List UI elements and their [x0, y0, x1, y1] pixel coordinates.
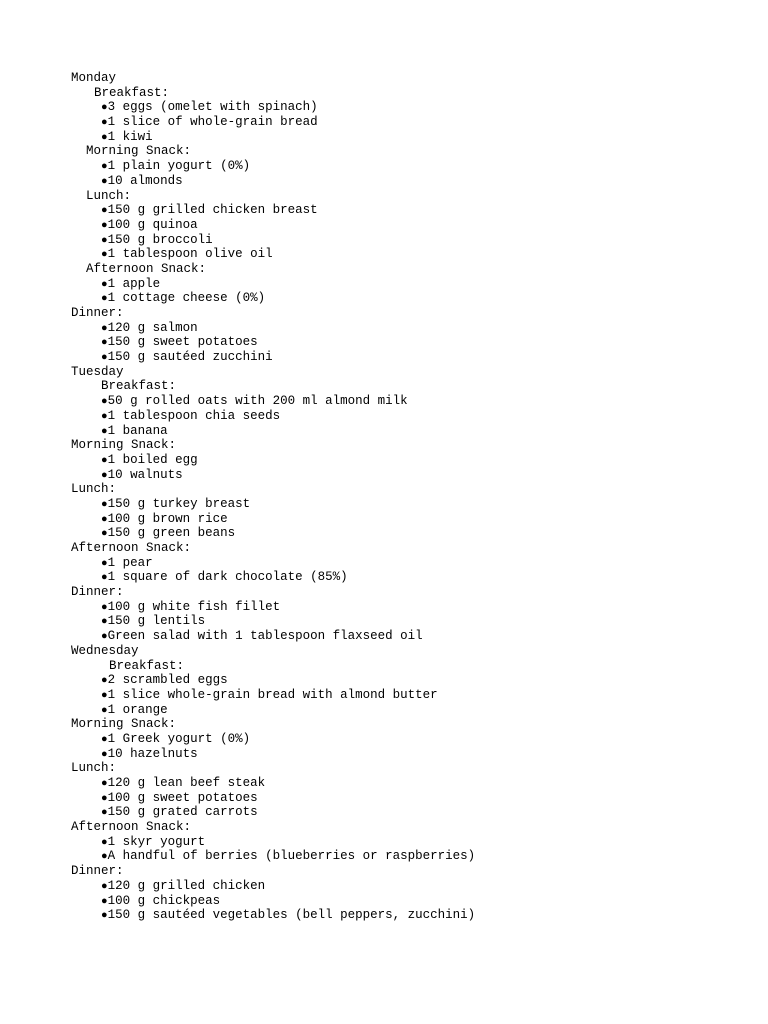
bullet-icon: ● — [101, 572, 108, 585]
food-item-text: 1 banana — [107, 423, 168, 438]
bullet-icon: ● — [101, 557, 108, 570]
food-item-text: 150 g lentils — [107, 614, 206, 629]
bullet-icon: ● — [101, 498, 108, 511]
bullet-icon: ● — [101, 631, 108, 644]
meal-heading: Morning Snack: — [86, 144, 192, 159]
meal-heading: Afternoon Snack: — [71, 820, 192, 835]
bullet-icon: ● — [101, 117, 108, 130]
bullet-icon: ● — [101, 131, 108, 144]
bullet-icon: ● — [101, 895, 108, 908]
food-list-item — [71, 512, 751, 527]
bullet-icon: ● — [101, 175, 108, 188]
bullet-icon: ● — [101, 337, 108, 350]
food-item-text: 150 g sweet potatoes — [107, 335, 258, 350]
food-item-text: 100 g white fish fillet — [107, 599, 281, 614]
food-list-item — [71, 130, 751, 145]
food-item-text: 120 g grilled chicken — [107, 878, 266, 893]
bullet-icon: ● — [101, 704, 108, 717]
food-item-text: 1 boiled egg — [107, 452, 198, 467]
bullet-icon: ● — [101, 293, 108, 306]
food-item-text: 150 g green beans — [107, 526, 236, 541]
food-list-item — [71, 424, 751, 439]
food-item-text: 1 pear — [107, 555, 153, 570]
food-item-text: 1 cottage cheese (0%) — [107, 291, 266, 306]
food-list-item — [71, 247, 751, 262]
bullet-icon: ● — [101, 778, 108, 790]
food-item-text: Green salad with 1 tablespoon flaxseed oil — [107, 629, 423, 644]
food-list-item — [71, 291, 751, 306]
food-list-item — [71, 556, 751, 571]
food-list-item — [71, 703, 751, 718]
bullet-icon: ● — [101, 733, 108, 746]
food-item-text: A handful of berries (blueberries or raspberries) — [107, 849, 476, 864]
food-list-item — [71, 174, 751, 189]
bullet-icon: ● — [101, 792, 108, 805]
bullet-icon: ● — [101, 836, 108, 849]
food-list-item — [71, 849, 751, 864]
food-list-item — [71, 629, 751, 644]
bullet-icon: ● — [101, 689, 108, 702]
food-item-text: 10 walnuts — [107, 467, 183, 482]
food-list-item — [71, 468, 751, 483]
food-list-item — [71, 688, 751, 703]
food-list-item — [71, 908, 751, 923]
food-item-text: 3 eggs (omelet with spinach) — [107, 100, 318, 115]
meal-heading: Morning Snack: — [71, 717, 177, 732]
food-list-item — [71, 673, 751, 688]
meal-heading: Breakfast: — [109, 658, 185, 673]
food-list-item — [71, 115, 751, 130]
food-list-item — [71, 776, 751, 791]
food-item-text: 150 g sautéed vegetables (bell peppers, zucchini) — [107, 908, 476, 923]
food-item-text: 1 slice of whole-grain bread — [107, 115, 318, 130]
bullet-icon: ● — [101, 102, 108, 115]
day-heading: Wednesday — [71, 643, 139, 658]
food-item-text: 1 plain yogurt (0%) — [107, 159, 251, 174]
food-list-item — [71, 526, 751, 541]
food-list-item — [71, 805, 751, 820]
bullet-icon: ● — [101, 249, 108, 262]
food-item-text: 10 hazelnuts — [107, 746, 198, 761]
food-list-item — [71, 394, 751, 409]
food-list-item — [71, 409, 751, 424]
food-list-item — [71, 747, 751, 762]
food-item-text: 2 scrambled eggs — [107, 673, 228, 688]
food-list-item — [71, 732, 751, 747]
food-item-text: 1 tablespoon olive oil — [107, 247, 273, 262]
meal-heading: Breakfast: — [101, 379, 177, 394]
bullet-icon: ● — [101, 616, 108, 629]
bullet-icon: ● — [101, 234, 108, 247]
food-item-text: 100 g sweet potatoes — [107, 790, 258, 805]
bullet-icon: ● — [101, 851, 108, 864]
bullet-icon: ● — [101, 425, 108, 438]
bullet-icon: ● — [101, 161, 108, 174]
food-item-text: 10 almonds — [107, 173, 183, 188]
bullet-icon: ● — [101, 807, 108, 820]
food-item-text: 1 Greek yogurt (0%) — [107, 731, 251, 746]
food-list-item — [71, 570, 751, 585]
food-list-item — [71, 100, 751, 115]
bullet-icon: ● — [101, 601, 108, 614]
food-list-item — [71, 614, 751, 629]
bullet-icon: ● — [101, 219, 108, 232]
food-list-item — [71, 879, 751, 894]
meal-heading: Morning Snack: — [71, 438, 177, 453]
bullet-icon: ● — [101, 880, 108, 893]
food-item-text: 120 g lean beef steak — [107, 776, 266, 790]
food-list-item — [71, 233, 751, 248]
meal-heading: Lunch: — [71, 482, 117, 497]
food-list-item — [71, 600, 751, 615]
day-heading: Monday — [71, 71, 117, 85]
bullet-icon: ● — [101, 675, 108, 688]
food-list-item — [71, 321, 751, 336]
food-list-item — [71, 218, 751, 233]
bullet-icon: ● — [101, 322, 108, 335]
meal-plan-document — [71, 71, 751, 923]
bullet-icon: ● — [101, 454, 108, 467]
bullet-icon: ● — [101, 528, 108, 541]
meal-heading: Breakfast: — [94, 85, 170, 100]
food-item-text: 100 g chickpeas — [107, 893, 221, 908]
food-item-text: 1 apple — [107, 276, 161, 291]
food-list-item — [71, 835, 751, 850]
bullet-icon: ● — [101, 469, 108, 482]
meal-heading: Lunch: — [71, 761, 117, 776]
food-item-text: 1 tablespoon chia seeds — [107, 408, 281, 423]
food-item-text: 50 g rolled oats with 200 ml almond milk — [107, 394, 408, 409]
food-item-text: 150 g grated carrots — [107, 805, 258, 820]
bullet-icon: ● — [101, 748, 108, 761]
bullet-icon: ● — [101, 352, 108, 365]
food-list-item — [71, 335, 751, 350]
food-item-text: 150 g turkey breast — [107, 496, 251, 511]
food-item-text: 150 g sautéed zucchini — [107, 350, 273, 365]
bullet-icon: ● — [101, 910, 108, 923]
meal-heading: Afternoon Snack: — [71, 541, 192, 555]
meal-heading: Dinner: — [71, 585, 124, 600]
food-list-item — [71, 277, 751, 292]
food-item-text: 1 square of dark chocolate (85%) — [107, 570, 348, 585]
meal-heading: Afternoon Snack: — [86, 261, 207, 276]
bullet-icon: ● — [101, 410, 108, 423]
food-item-text: 100 g brown rice — [107, 511, 228, 526]
food-item-text: 1 kiwi — [107, 129, 153, 144]
bullet-icon: ● — [101, 513, 108, 526]
food-list-item — [71, 203, 751, 218]
meal-heading: Dinner: — [71, 864, 124, 879]
food-list-item — [71, 791, 751, 806]
food-item-text: 120 g salmon — [107, 320, 198, 335]
meal-heading: Lunch: — [86, 188, 132, 203]
meal-heading: Dinner: — [71, 306, 124, 320]
food-list-item — [71, 894, 751, 909]
bullet-icon: ● — [101, 278, 108, 291]
food-item-text: 150 g broccoli — [107, 232, 213, 247]
food-item-text: 1 slice whole-grain bread with almond butter — [107, 687, 438, 702]
bullet-icon: ● — [101, 396, 108, 409]
food-list-item — [71, 497, 751, 512]
day-heading: Tuesday — [71, 364, 124, 379]
food-item-text: 100 g quinoa — [107, 217, 198, 232]
food-list-item — [71, 453, 751, 468]
food-item-text: 150 g grilled chicken breast — [107, 203, 318, 218]
bullet-icon: ● — [101, 205, 108, 218]
food-list-item — [71, 159, 751, 174]
food-item-text: 1 orange — [107, 702, 168, 717]
food-item-text: 1 skyr yogurt — [107, 834, 206, 849]
food-list-item — [71, 350, 751, 365]
